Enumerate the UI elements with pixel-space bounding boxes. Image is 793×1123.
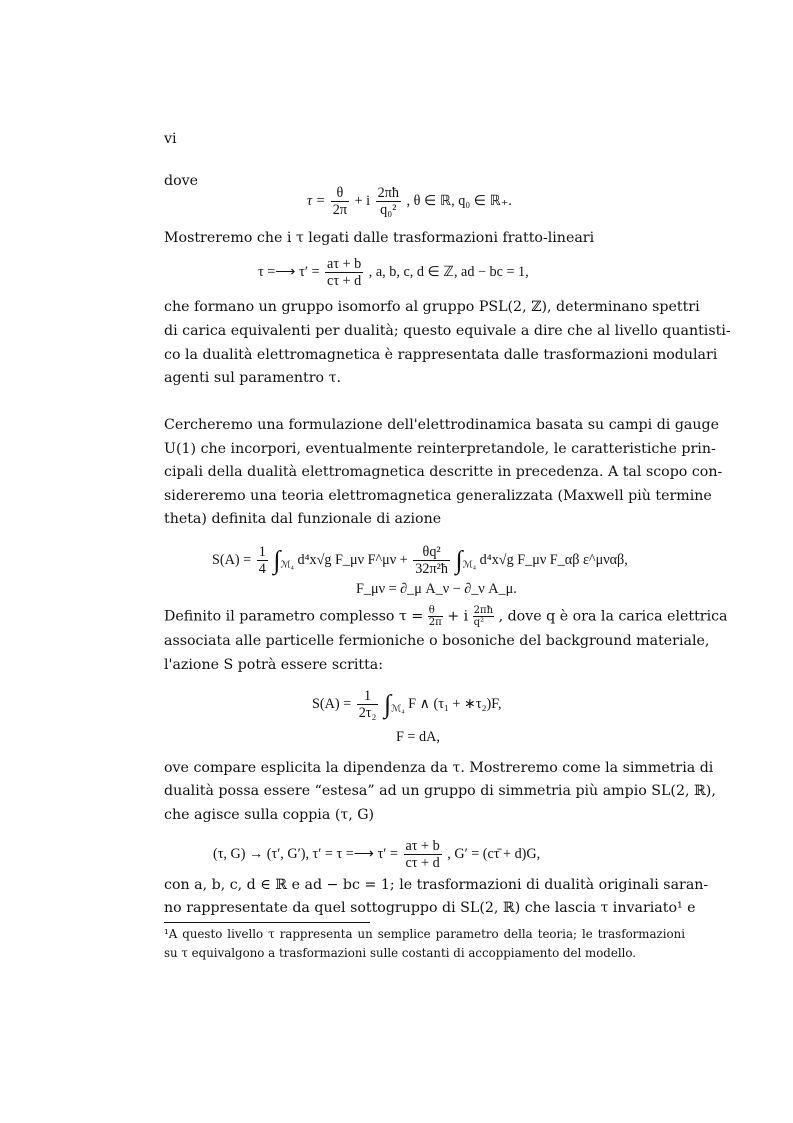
eq7-num: aτ + b [405,838,440,854]
eq3-term2: d⁴x√g F_μν F_αβ ε^μναβ, [479,551,628,568]
inline-text-a: Definito il parametro complesso [164,608,395,625]
paragraph-line: co la dualità elettromagnetica è rappresentata dalle trasformazioni modulari [164,347,718,363]
eq7-left: (τ, G) → (τ′, G′), τ′ = τ =⟶ τ′ = [213,845,398,862]
paragraph-line: l'azione S potrà essere scritta: [164,657,384,673]
eq7-right: , G′ = (cτ̄ + d)G, [447,845,541,862]
inline-f1-num: θ [428,605,443,617]
paragraph-line: che agisce sulla coppia (τ, G) [164,807,375,823]
eq5-lhs: S(A) = [312,695,352,712]
paragraph-line: sidereremo una teoria elettromagnetica generalizzata (Maxwell più termine [164,488,712,504]
equation-sl2r-action [213,838,540,871]
footnote-line: ¹A questo livello τ rappresenta un semplice parametro della teoria; le trasformazioni [164,927,685,941]
eq5-domain: ℳ₄ [391,704,405,715]
paragraph-line: dualità possa essere “estesa” ad un gruppo di simmetria più ampio SL(2, ℝ), [164,783,716,799]
paragraph-line: che formano un gruppo isomorfo al gruppo PSL(2, ℤ), determinano spettri [164,299,700,315]
eq3-integral-2: ∫ [455,545,463,575]
inline-f2-num: 2πħ [473,605,494,616]
eq3-lhs: S(A) = [212,551,252,568]
equation-mobius [258,256,529,289]
inline-tau: τ = [399,608,424,625]
eq3-integral-1: ∫ [273,545,281,575]
equation-field-strength: F_μν = ∂_μ A_ν − ∂_ν A_μ. [356,581,517,597]
eq3-fraction-theta [413,544,450,577]
eq1-fraction-hbar [376,185,401,218]
paragraph-line: Cercheremo una formulazione dell'elettrodinamica basata su campi di gauge [164,417,719,433]
eq5-fraction [357,688,379,721]
eq1-f2-num: 2πħ [377,185,399,201]
eq3-domain-2: ℳ₄ [462,560,477,571]
paragraph-line: con a, b, c, d ∈ ℝ e ad − bc = 1; le trasformazioni di dualità originali saran- [164,877,709,893]
paragraph-line: associata alle particelle fermioniche o bosoniche del background materiale, [164,633,710,649]
inline-plus-i: + i [447,608,469,625]
paragraph-line: theta) definita dal funzionale di azione [164,511,442,527]
eq1-lhs: τ = [307,192,326,209]
eq1-f1-den: 2π [332,202,348,218]
equation-action [212,544,628,577]
inline-fraction-theta [428,605,443,628]
equation-action-tau [312,688,502,721]
eq5-integral: ∫ [383,689,392,719]
paragraph-line: di carica equivalenti per dualità; questo equivale a dire che al livello quantisti- [164,323,731,339]
eq3-f2-num: θq² [413,544,450,561]
paragraph-line: no rappresentate da quel sottogruppo di SL(2, ℝ) che lascia τ invariato¹ e [164,900,696,916]
equation-tau-definition [307,185,512,218]
eq1-f2-den: q₀² [380,202,397,218]
inline-f1-den: 2π [428,617,442,628]
paragraph-line: agenti sul paramentro τ. [164,370,341,386]
inline-text-b: , dove q è ora la carica elettrica [498,608,728,625]
eq1-f1-num: θ [331,185,349,202]
eq3-domain-1: ℳ₄ [280,560,294,571]
eq3-term1: d⁴x√g F_μν F^μν + [297,551,408,568]
eq5-f-num: 1 [357,688,379,705]
inline-f2-den: q² [473,617,485,628]
eq7-fraction [404,838,442,871]
paragraph-line: cipali della dualità elettromagnetica descritte in precedenza. A tal scopo con- [164,464,723,480]
eq5-body: F ∧ (τ₁ + ∗τ₂)F, [408,695,502,712]
eq3-fraction-quarter [257,544,268,577]
footnote-rule [164,922,370,923]
page-number: vi [164,131,177,147]
eq2-tail: , a, b, c, d ∈ ℤ, ad − bc = 1, [368,263,529,280]
footnote-line: su τ equivalgono a trasformazioni sulle costanti di accoppiamento del modello. [164,946,637,960]
eq3-f1-den: 4 [258,561,266,577]
eq2-den: cτ + d [327,273,362,289]
eq1-fraction-theta [331,185,349,218]
paragraph-line: U(1) che incorpori, eventualmente reinterpretandole, le caratteristiche prin- [164,441,716,457]
paragraph-line: ove compare esplicita la dipendenza da τ. Mostreremo come la simmetria di [164,760,714,776]
eq1-tail: , θ ∈ ℝ, q₀ ∈ ℝ₊. [406,192,512,209]
eq2-fraction [325,256,363,289]
paragraph-text: Mostreremo che i τ legati dalle trasformazioni fratto-lineari [164,230,595,246]
eq3-f1-num: 1 [258,544,266,560]
eq1-plus-i: + i [354,192,371,209]
eq3-f2-den: 32π²ħ [415,561,448,577]
equation-f-da: F = dA, [396,729,440,745]
paragraph-line-inline-math [164,605,728,628]
paragraph-intro: dove [164,173,199,189]
inline-fraction-hbar [473,605,494,628]
eq2-lhs: τ =⟶ τ′ = [258,263,320,280]
eq7-den: cτ + d [405,855,440,871]
eq5-f-den: 2τ₂ [358,705,377,721]
eq2-num: aτ + b [327,256,362,272]
